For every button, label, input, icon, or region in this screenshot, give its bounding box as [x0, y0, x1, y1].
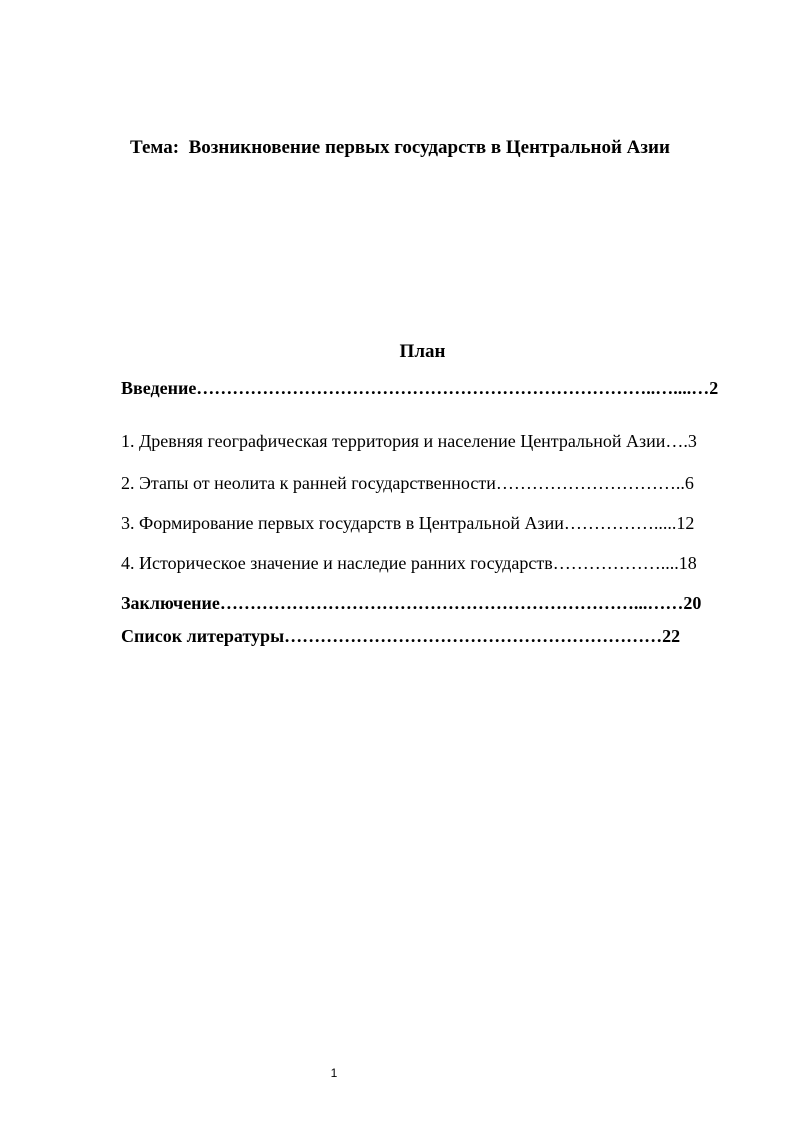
toc-entry-chapter-2: 2. Этапы от неолита к ранней государственности…………………………..6 [121, 473, 694, 493]
toc-entry-introduction: Введение…………………………………………………………………..…....…2 [121, 378, 719, 398]
plan-heading: План [399, 341, 446, 362]
document-topic: Тема: Возникновение первых государств в Центральной Азии [130, 137, 670, 158]
toc-entry-chapter-1: 1. Древняя географическая территория и население Центральной Азии….3 [121, 431, 697, 451]
toc-entry-references: Список литературы………………………………………………………22 [121, 626, 681, 646]
toc-entry-conclusion: Заключение……………………………………………………………...……20 [121, 593, 702, 613]
page-number: 1 [330, 1066, 338, 1080]
toc-entry-chapter-4: 4. Историческое значение и наследие ранних государств………………....18 [121, 553, 697, 573]
toc-entry-chapter-3: 3. Формирование первых государств в Центральной Азии…………….....12 [121, 513, 695, 533]
